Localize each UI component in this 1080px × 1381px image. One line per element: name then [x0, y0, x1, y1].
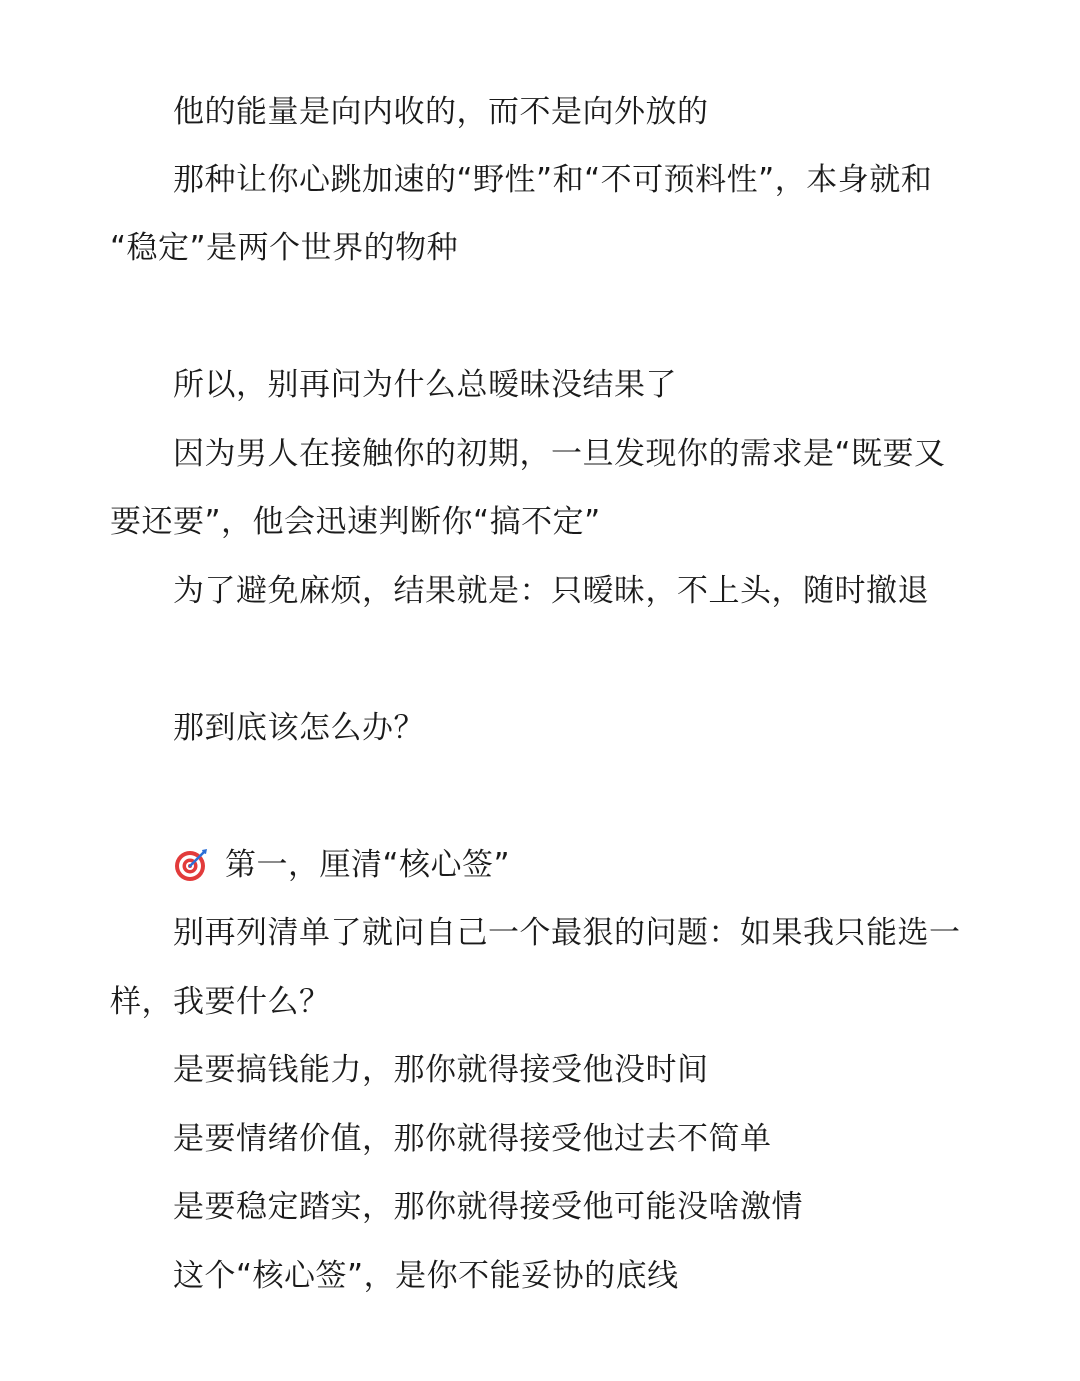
- paragraph-line: “稳定”是两个世界的物种: [110, 230, 459, 266]
- paragraph-line: 为了避免麻烦，结果就是：只暧昧，不上头，随时撤退: [173, 573, 929, 609]
- target-icon: [173, 847, 209, 883]
- paragraph-line: 那到底该怎么办？: [173, 710, 425, 746]
- paragraph-line: 是要稳定踏实，那你就得接受他可能没啥激情: [173, 1189, 803, 1225]
- paragraph-line: 因为男人在接触你的初期，一旦发现你的需求是“既要又: [173, 436, 946, 472]
- paragraph-line: 这个“核心签”，是你不能妥协的底线: [173, 1258, 679, 1294]
- paragraph-line: 那种让你心跳加速的“野性”和“不可预料性”，本身就和: [173, 162, 933, 198]
- paragraph-line: 是要情绪价值，那你就得接受他过去不简单: [173, 1121, 772, 1157]
- paragraph-line: 样，我要什么？: [110, 984, 331, 1020]
- section-heading-text: 第一，厘清“核心签”: [225, 847, 511, 883]
- paragraph-line: 他的能量是向内收的，而不是向外放的: [173, 94, 709, 130]
- section-heading: [173, 845, 1043, 885]
- paragraph-line: 所以，别再问为什么总暧昧没结果了: [173, 367, 677, 403]
- paragraph-line: 是要搞钱能力，那你就得接受他没时间: [173, 1052, 709, 1088]
- paragraph-line: 别再列清单了就问自己一个最狠的问题：如果我只能选一: [173, 915, 961, 951]
- paragraph-line: 要还要”，他会迅速判断你“搞不定”: [110, 504, 601, 540]
